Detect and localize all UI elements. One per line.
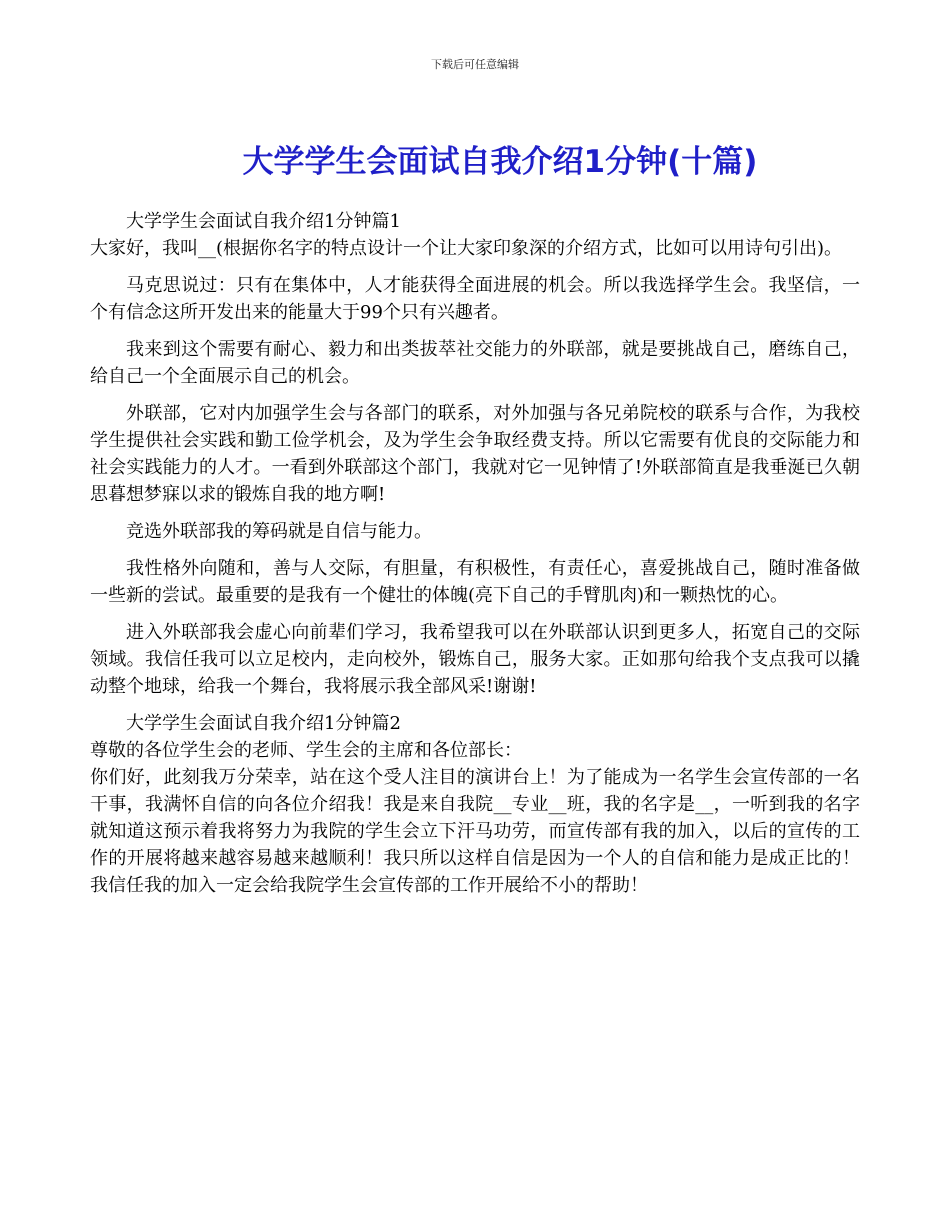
- paragraph: 进入外联部我会虚心向前辈们学习，我希望我可以在外联部认识到更多人，拓宽自己的交际领域。我信任我可以立足校内，走向校外，锻炼自己，服务大家。正如那句给我个支点我可以撬动整个地球，给我一个舞台，我将展示我全部风采!谢谢!: [90, 622, 860, 697]
- paragraph: 我来到这个需要有耐心、毅力和出类拔萃社交能力的外联部，就是要挑战自己，磨练自己，给自己一个全面展示自己的机会。: [90, 339, 860, 387]
- section-heading-1: 大学学生会面试自我介绍1分钟篇1: [126, 211, 401, 232]
- document-body: [90, 208, 860, 899]
- paragraph-greeting: 大家好，我叫__(根据你名字的特点设计一个让大家印象深的介绍方式，比如可以用诗句引出)。: [90, 238, 843, 259]
- paragraph: 竞选外联部我的筹码就是自信与能力。: [126, 521, 432, 542]
- header-note: 下载后可任意编辑: [431, 58, 519, 71]
- section-heading-2: 大学学生会面试自我介绍1分钟篇2: [126, 713, 401, 734]
- paragraph: 马克思说过：只有在集体中，人才能获得全面进展的机会。所以我选择学生会。我坚信，一个有信念这所开发出来的能量大于99个只有兴趣者。: [90, 275, 860, 323]
- paragraph: 外联部，它对内加强学生会与各部门的联系，对外加强与各兄弟院校的联系与合作，为我校学生提供社会实践和勤工俭学机会，及为学生会争取经费支持。所以它需要有优良的交际能力和社会实践能力的人才。一看到外联部这个部门，我就对它一见钟情了!外联部简直是我垂涎已久朝思暮想梦寐以求的锻炼自我的地方啊!: [90, 403, 860, 505]
- document-title: 大学学生会面试自我介绍1分钟(十篇): [242, 144, 758, 180]
- paragraph-salutation: 尊敬的各位学生会的老师、学生会的主席和各位部长：: [90, 740, 522, 761]
- paragraph: 你们好，此刻我万分荣幸，站在这个受人注目的演讲台上！为了能成为一名学生会宣传部的一名干事，我满怀自信的向各位介绍我！我是来自我院__专业__班，我的名字是__，一听到我的名字就知道这预示着我将努力为我院的学生会立下汗马功劳，而宣传部有我的加入，以后的宣传的工作的开展将越来越容易越来越顺利！我只所以这样自信是因为一个人的自信和能力是成正比的！我信任我的加入一定会给我院学生会宣传部的工作开展给不小的帮助！: [90, 767, 860, 896]
- paragraph: 我性格外向随和，善与人交际，有胆量，有积极性，有责任心，喜爱挑战自己，随时准备做一些新的尝试。最重要的是我有一个健壮的体魄(亮下自己的手臂肌肉)和一颗热忱的心。: [90, 558, 860, 606]
